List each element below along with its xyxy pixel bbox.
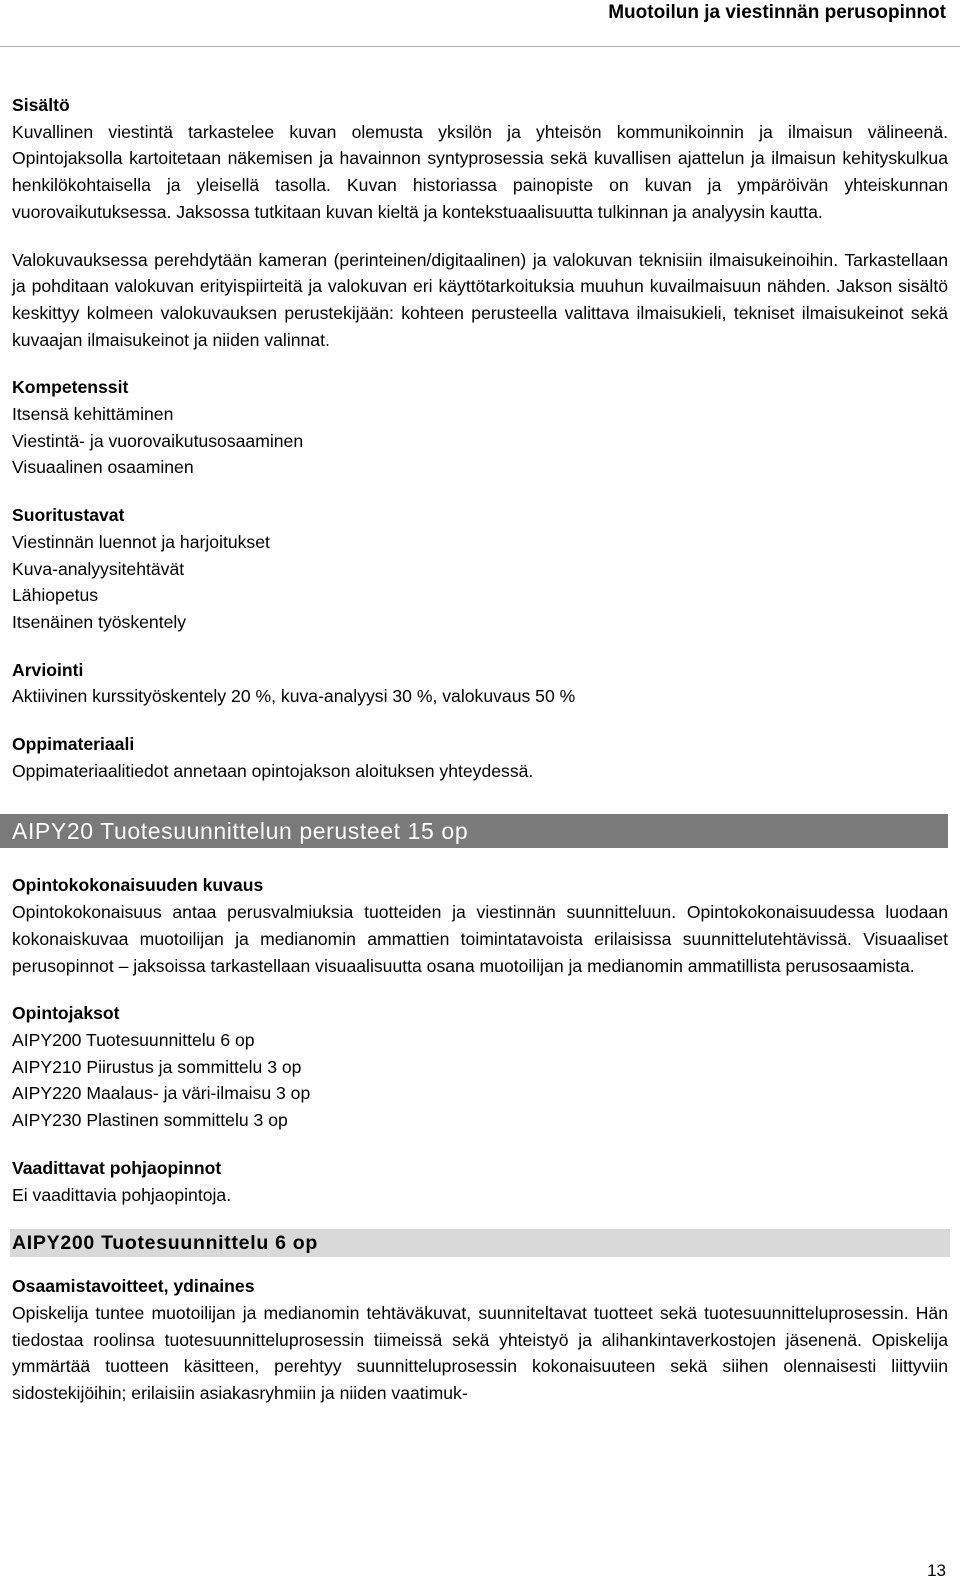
page-number: 13 [927,1561,946,1580]
list-item: AIPY200 Tuotesuunnittelu 6 op [12,1029,255,1050]
course-title-banner: AIPY200 Tuotesuunnittelu 6 op [10,1229,950,1257]
section-heading: Sisältö [12,95,70,115]
list-item: Viestinnän luennot ja harjoitukset [12,531,270,552]
paragraph: Kuvallinen viestintä tarkastelee kuvan olemusta yksilön ja yhteisön kommunikoinnin ja ilmaisun välineenä. Opintojaksolla kartoitetaan näkemisen ja havainnon syntyprosessia sekä kuvallisen ajattelun ja ilmaisun kehityskulkua henkilökohtaisella ja yleisellä tasolla. Kuvan historiassa painopiste on kuvan ja ympäröivän yhteiskunnan vuorovaikutuksessa. Jaksossa tutkitaan kuvan kieltä ja kontekstuaalisuutta tulkinnan ja analyysin kautta. [12,121,948,222]
list-item: Kuva-analyysitehtävät [12,558,185,579]
section-kompetenssit [12,374,948,481]
section-heading: Osaamistavoitteet, ydinaines [12,1276,255,1297]
list-item: Visuaalinen osaaminen [12,457,194,478]
header-title: Muotoilun ja viestinnän perusopinnot [608,2,946,23]
paragraph: Aktiivinen kurssityöskentely 20 %, kuva-analyysi 30 %, valokuvaus 50 % [12,686,576,707]
section-opintojaksot [12,1000,948,1134]
paragraph: Ei vaadittavia pohjaopintoja. [12,1184,232,1205]
section-heading: Arviointi [12,659,84,680]
section-pohjaopinnot [12,1155,948,1208]
section-arviointi [12,657,948,710]
list-item: Itsenäinen työskentely [12,611,187,632]
list-item: Itsensä kehittäminen [12,404,174,425]
paragraph: Valokuvauksessa perehdytään kameran (perinteinen/digitaalinen) ja valokuvan teknisiin ilmaisukeinoihin. Tarkastellaan ja pohditaan valokuvan erityispiirteitä ja valokuvan eri käyttötarkoituksia muuhun kuvailmaisuun nähden. Jakson sisältö keskittyy kolmeen valokuvauksen perustekijään: kohteen perusteella valittava ilmaisukieli, tekniset ilmaisukeinot sekä kuvaajan ilmaisukeinot ja niiden valinnat. [12,249,948,350]
section-heading: Opintokokonaisuuden kuvaus [12,875,264,896]
section-sisalto [12,92,948,353]
section-suoritustavat [12,502,948,636]
section-kuvaus [12,872,948,979]
section-heading: Oppimateriaali [12,734,135,755]
list-item: AIPY220 Maalaus- ja väri-ilmaisu 3 op [12,1083,311,1104]
list-item: AIPY230 Plastinen sommittelu 3 op [12,1110,288,1131]
paragraph: Opintokokonaisuus antaa perusvalmiuksia tuotteiden ja viestinnän suunnitteluun. Opintokokonaisuudessa luodaan kokonaiskuvaa muotoilijan ja medianomin ammattien toimintatavoista erilaisissa suunnittelutehtävissä. Visuaaliset perusopinnot – jaksoissa tarkastellaan visuaalisuutta osana muotoilijan ja medianomin ammatillista perusosaamista. [12,902,948,976]
list-item: AIPY210 Piirustus ja sommittelu 3 op [12,1056,302,1077]
list-item: Lähiopetus [12,585,99,606]
paragraph: Opiskelija tuntee muotoilijan ja medianomin tehtäväkuvat, suunniteltavat tuotteet sekä tuotesuunnitteluprosessin. Hän tiedostaa roolinsa tuotesuunnitteluprosessin tiimeissä sekä yhteistyö ja alihankintaverkostojen jäsenenä. Opiskelija ymmärtää tuotteen käsitteen, perehtyy suunnitteluprosessin kokonaisuuteen sekä siihen olennaisesti liittyviin sidostekijöihin; erilaisiin asiakasryhmiin ja niiden vaatimuk- [12,1302,948,1404]
section-osaamistavoitteet [12,1273,948,1407]
section-heading: Suoritustavat [12,505,125,526]
running-header [0,0,960,47]
paragraph: Oppimateriaalitiedot annetaan opintojakson aloituksen yhteydessä. [12,760,534,781]
document-body [12,92,948,1428]
list-item: Viestintä- ja vuorovaikutusosaaminen [12,430,304,451]
section-oppimateriaali [12,731,948,784]
section-heading: Kompetenssit [12,377,129,398]
section-heading: Opintojaksot [12,1003,120,1024]
section-heading: Vaadittavat pohjaopinnot [12,1157,222,1178]
module-title-banner: AIPY20 Tuotesuunnittelun perusteet 15 op [0,814,948,848]
